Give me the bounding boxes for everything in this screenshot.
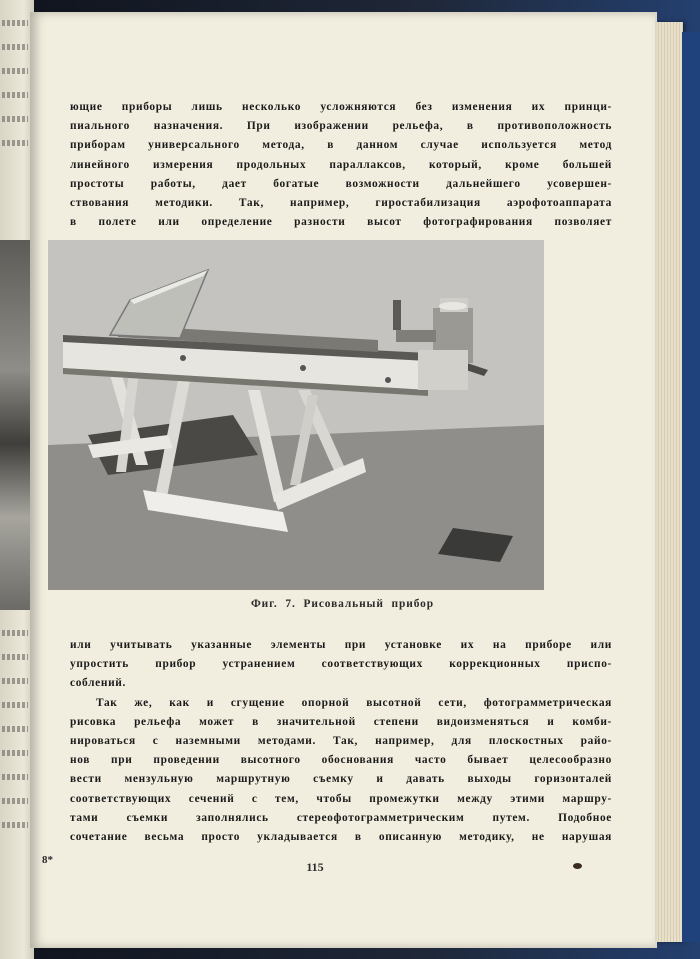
text-line: ющие приборы лишь несколько усложняются без изменения их принци- [70,101,612,113]
left-page-text-fragment [2,140,28,146]
left-page-text-fragment [2,630,28,636]
figure-caption: Фиг. 7. Рисовальный прибор [251,598,434,610]
text-line: в полете или определение разности высот фотографирования позволяет [70,216,612,229]
text-line: тами съемки заполнялись стереофотограмметрическим путем. Подобное [70,811,612,824]
page-number: 115 [306,860,324,874]
book-cover-edge [682,32,700,942]
text-line: нироваться с наземными методами. Так, например, для плоскостных райо- [70,735,612,748]
text-line: или учитывать указанные элементы при установке их на приборе или [70,639,612,651]
left-page-text-fragment [2,116,28,122]
left-page-text-fragment [2,44,28,50]
drawing-instrument-illustration [48,240,544,590]
left-page-text-fragment [2,774,28,780]
text-line: вести мензульную маршрутную съемку и давать выходы горизонталей [70,773,612,786]
figure-photo-drawing-instrument [48,240,544,590]
text-line: Так же, как и сгущение опорной высотной сети, фотограмметрическая [96,696,612,709]
left-page-text-fragment [2,678,28,684]
text-line: соответствующих сечений с тем, чтобы промежутки между этими маршру- [70,792,612,805]
left-facing-page [0,0,34,959]
page-edges [655,22,683,942]
left-page-text-fragment [2,68,28,74]
text-line: рисовка рельефа может в значительной степени видоизменяться и комби- [70,715,612,728]
left-page-text-fragment [2,654,28,660]
left-page-text-fragment [2,92,28,98]
text-line: сочетание весьма просто укладывается в описанную методику, не нарушая [70,831,612,844]
paragraph-bottom [70,636,612,847]
text-line: соблений. [70,677,126,690]
left-page-text-fragment [2,702,28,708]
text-line: нов при проведении высотного обоснования часто бывает целесообразно [70,754,612,767]
left-page-text-fragment [2,750,28,756]
left-page-text-fragment [2,798,28,804]
text-line: приборам универсального метода, в данном случае используется метод [70,139,612,152]
paragraph-top [70,98,612,232]
book-page [30,12,655,948]
left-page-photo [0,240,32,610]
text-line: ствования методики. Так, например, гиростабилизация аэрофотоаппарата [70,197,612,210]
text-line: линейного измерения продольных параллаксов, который, кроме большей [70,158,612,171]
text-line: упростить прибор устранением соответствующих коррекционных приспо- [70,658,612,671]
ink-spot [573,863,582,869]
left-page-text-fragment [2,20,28,26]
signature-mark: 8* [42,854,53,866]
left-page-text-fragment [2,822,28,828]
text-line: простоты работы, дает богатые возможности дальнейшего усовершен- [70,177,612,190]
left-page-text-fragment [2,726,28,732]
text-line: пиального назначения. При изображении рельефа, в противоположность [70,120,612,133]
